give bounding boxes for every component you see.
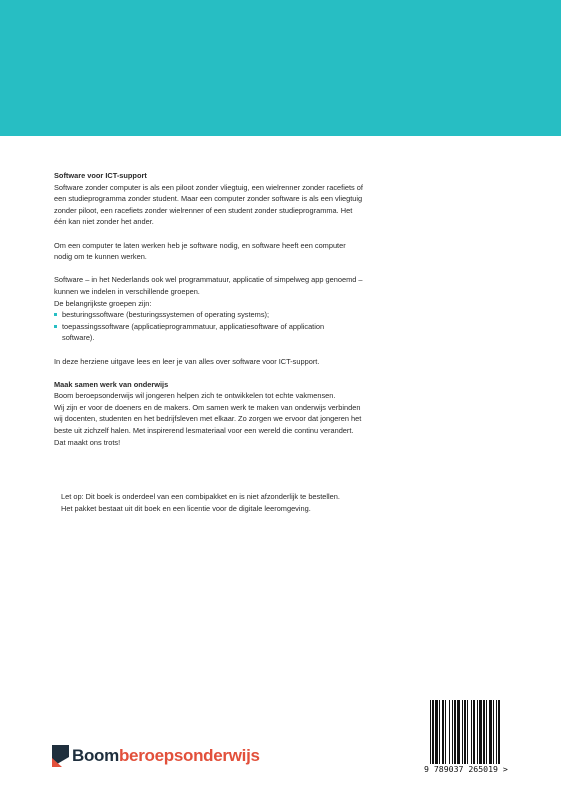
text-line: één kan niet zonder het ander.	[54, 217, 154, 227]
software-groups-list	[54, 309, 454, 344]
section-heading-onderwijs: Maak samen werk van onderwijs	[54, 379, 169, 389]
logo-text-beroepsonderwijs: beroepsonderwijs	[118, 746, 260, 765]
boom-logo-mark-icon	[52, 745, 69, 767]
bullet-icon	[54, 313, 57, 316]
bullet-icon	[54, 325, 57, 328]
combipakket-note	[61, 491, 461, 514]
text-line: een studieprogramma zonder student. Maar een computer zonder software is als een vliegtuig	[54, 194, 363, 204]
list-item-text: toepassingssoftware (applicatieprogrammatuur, applicatiesoftware of application	[62, 321, 325, 331]
text-line: Om een computer te laten werken heb je software nodig, en software heeft een computer	[54, 240, 346, 250]
text-line: Software – in het Nederlands ook wel programmatuur, applicatie of simpelweg app genoemd –	[54, 275, 363, 285]
paragraph-gap	[54, 367, 454, 379]
text-line: In deze herziene uitgave lees en leer je van alles over software voor ICT-support.	[54, 356, 320, 366]
text-line: Wij zijn er voor de doeners en de makers. Om samen werk te maken van onderwijs verbinden	[54, 402, 361, 412]
text-line: zonder piloot, een racefiets zonder wielrenner of een student zonder studieprogramma. Het	[54, 205, 353, 215]
list-item	[54, 321, 454, 344]
text-line: Software zonder computer is als een piloot zonder vliegtuig, een wielrenner zonder racefiets of	[54, 182, 363, 192]
text-line: De belangrijkste groepen zijn:	[54, 298, 152, 308]
top-banner	[0, 0, 561, 136]
paragraph-gap	[54, 263, 454, 275]
paragraph-gap	[54, 344, 454, 356]
text-line: nodig om te kunnen werken.	[54, 252, 147, 262]
barcode-icon	[430, 700, 530, 764]
list-item-text: software).	[62, 333, 95, 343]
text-line: wij docenten, studenten en het bedrijfsleven met elkaar. Zo zorgen we ervoor dat jongeren het	[54, 414, 362, 424]
text-line: beste uit zichzelf halen. Met inspirerend lesmateriaal voor een wereld die continu verandert.	[54, 426, 354, 436]
back-cover-text	[54, 170, 454, 448]
note-line: Let op: Dit boek is onderdeel van een combipakket en is niet afzonderlijk te bestellen.	[61, 492, 340, 501]
text-line: kunnen we indelen in verschillende groepen.	[54, 286, 200, 296]
text-line: Boom beroepsonderwijs wil jongeren helpen zich te ontwikkelen tot echte vakmensen.	[54, 391, 336, 401]
list-item-text: besturingssoftware (besturingssystemen of operating systems);	[62, 310, 270, 320]
text-line: Dat maakt ons trots!	[54, 437, 121, 447]
isbn-digits: 9 789037 265019 >	[424, 764, 508, 774]
list-item	[54, 309, 454, 321]
section-heading-software: Software voor ICT-support	[54, 171, 147, 180]
paragraph-gap	[54, 228, 454, 240]
publisher-logo	[52, 744, 260, 768]
logo-text-boom: Boom	[72, 746, 119, 765]
note-line: Het pakket bestaat uit dit boek en een licentie voor de digitale leeromgeving.	[61, 503, 311, 513]
